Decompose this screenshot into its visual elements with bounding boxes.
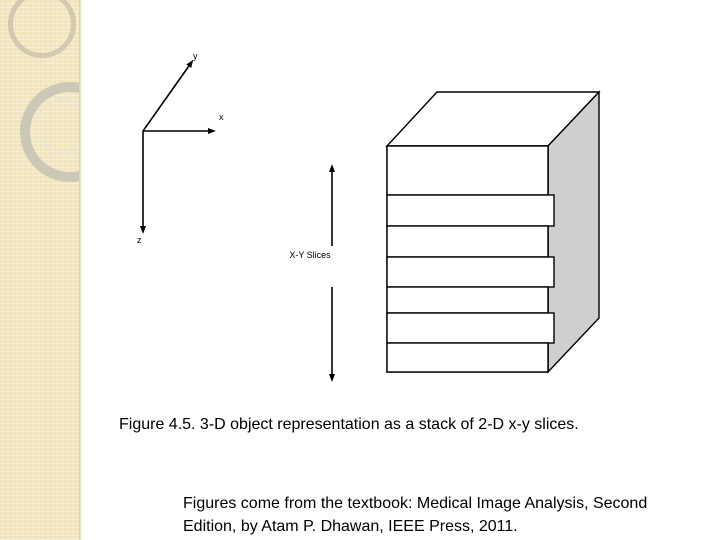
z-axis-label: z [137, 235, 142, 245]
slices-arrow [289, 168, 332, 378]
slice [387, 343, 548, 372]
slices-label: X-Y Slices [289, 250, 331, 260]
source-line: Figures come from the textbook: Medical Image Analysis, Second [183, 495, 648, 512]
source-line: Edition, by Atam P. Dhawan, IEEE Press, 2011. [183, 518, 518, 535]
source-note [183, 492, 713, 538]
slice [387, 226, 548, 257]
figure-caption: Figure 4.5. 3-D object representation as a stack of 2-D x-y slices. [119, 416, 579, 433]
slice [387, 287, 548, 313]
slice-block [387, 92, 599, 372]
slice [387, 257, 554, 287]
slice [387, 313, 554, 343]
y-axis-line [143, 63, 191, 131]
slice [387, 146, 548, 195]
y-axis-label: y [193, 51, 198, 61]
slice [387, 195, 554, 226]
x-axis-label: x [219, 112, 224, 122]
coordinate-axes [137, 51, 224, 245]
